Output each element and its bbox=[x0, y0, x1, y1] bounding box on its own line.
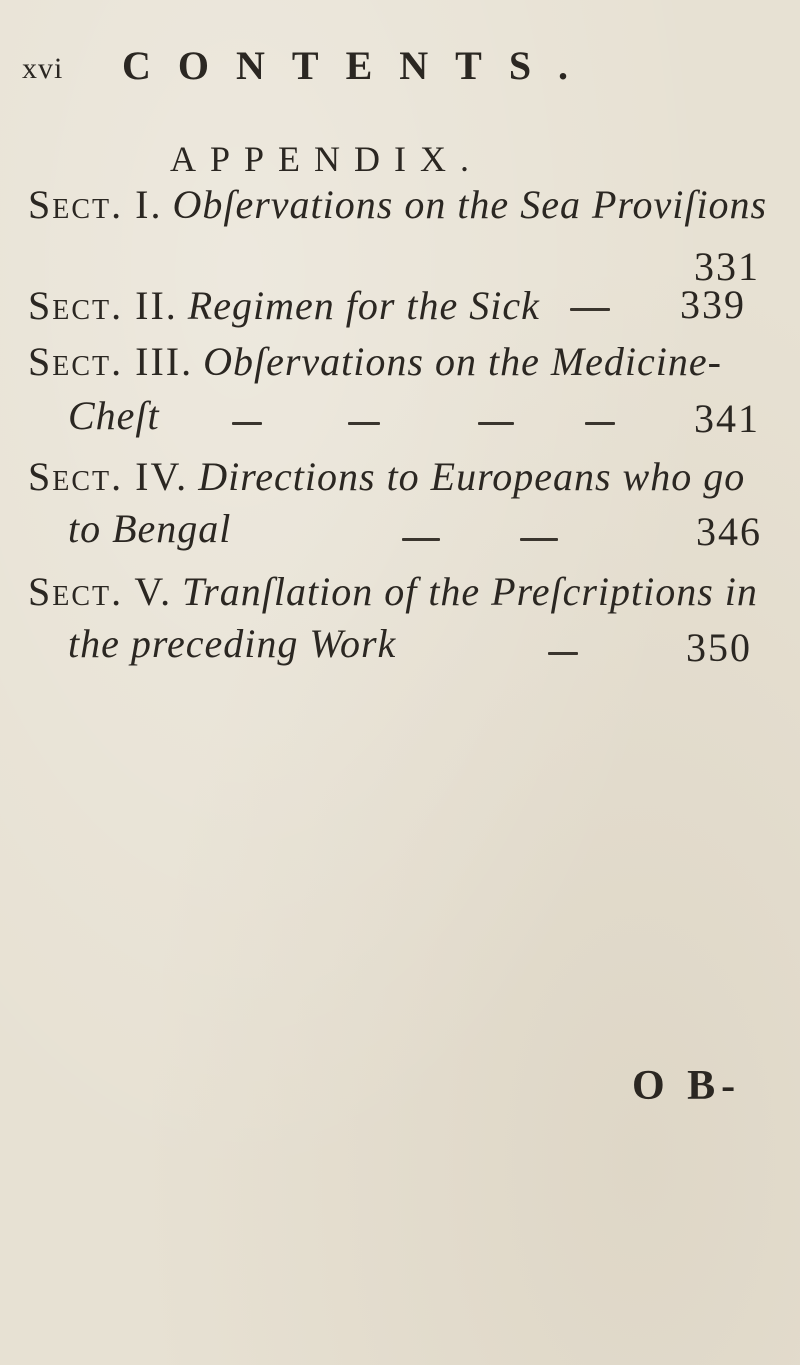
page-reference: 331 bbox=[694, 244, 760, 289]
section-label: Sect. III. bbox=[28, 339, 194, 384]
leader-dash bbox=[478, 422, 514, 425]
contents-entry-2 bbox=[28, 277, 788, 335]
page-number: xvi bbox=[22, 52, 64, 85]
section-title: Directions to Europeans who go bbox=[198, 454, 746, 499]
page-reference: 339 bbox=[680, 282, 746, 327]
contents-entry-3 bbox=[28, 333, 788, 391]
appendix-heading: APPENDIX. bbox=[170, 139, 484, 179]
section-title: Tranſlation of the Preſcriptions in bbox=[182, 569, 758, 614]
leader-dash bbox=[402, 538, 440, 541]
section-title-continuation: the preceding Work bbox=[68, 621, 397, 666]
section-title: Obſervations on the Sea Proviſions bbox=[172, 182, 768, 227]
leader-dash bbox=[348, 422, 380, 425]
section-title-continuation: Cheſt bbox=[68, 393, 160, 438]
leader-dash bbox=[548, 652, 578, 655]
page-reference: 350 bbox=[686, 625, 752, 670]
section-label: Sect. IV. bbox=[28, 454, 189, 499]
section-label: Sect. V. bbox=[28, 569, 173, 614]
catchword: O B- bbox=[632, 1063, 742, 1109]
section-label: Sect. II. bbox=[28, 283, 178, 328]
section-title-continuation: to Bengal bbox=[68, 506, 232, 551]
section-title: Regimen for the Sick bbox=[187, 283, 540, 328]
running-head bbox=[22, 42, 762, 92]
contents-entry-4 bbox=[28, 448, 788, 506]
leader-dash bbox=[232, 422, 262, 425]
running-head-title: CONTENTS. bbox=[122, 43, 596, 88]
contents-entry-5 bbox=[28, 563, 788, 621]
leader-dash bbox=[585, 422, 615, 425]
page-reference: 346 bbox=[696, 509, 762, 554]
section-title: Obſervations on the Medicine- bbox=[203, 339, 722, 384]
contents-entry-1 bbox=[28, 176, 788, 234]
page-reference: 341 bbox=[694, 396, 760, 441]
leader-dash bbox=[570, 308, 610, 311]
leader-dash bbox=[520, 538, 558, 541]
section-label: Sect. I. bbox=[28, 182, 163, 227]
